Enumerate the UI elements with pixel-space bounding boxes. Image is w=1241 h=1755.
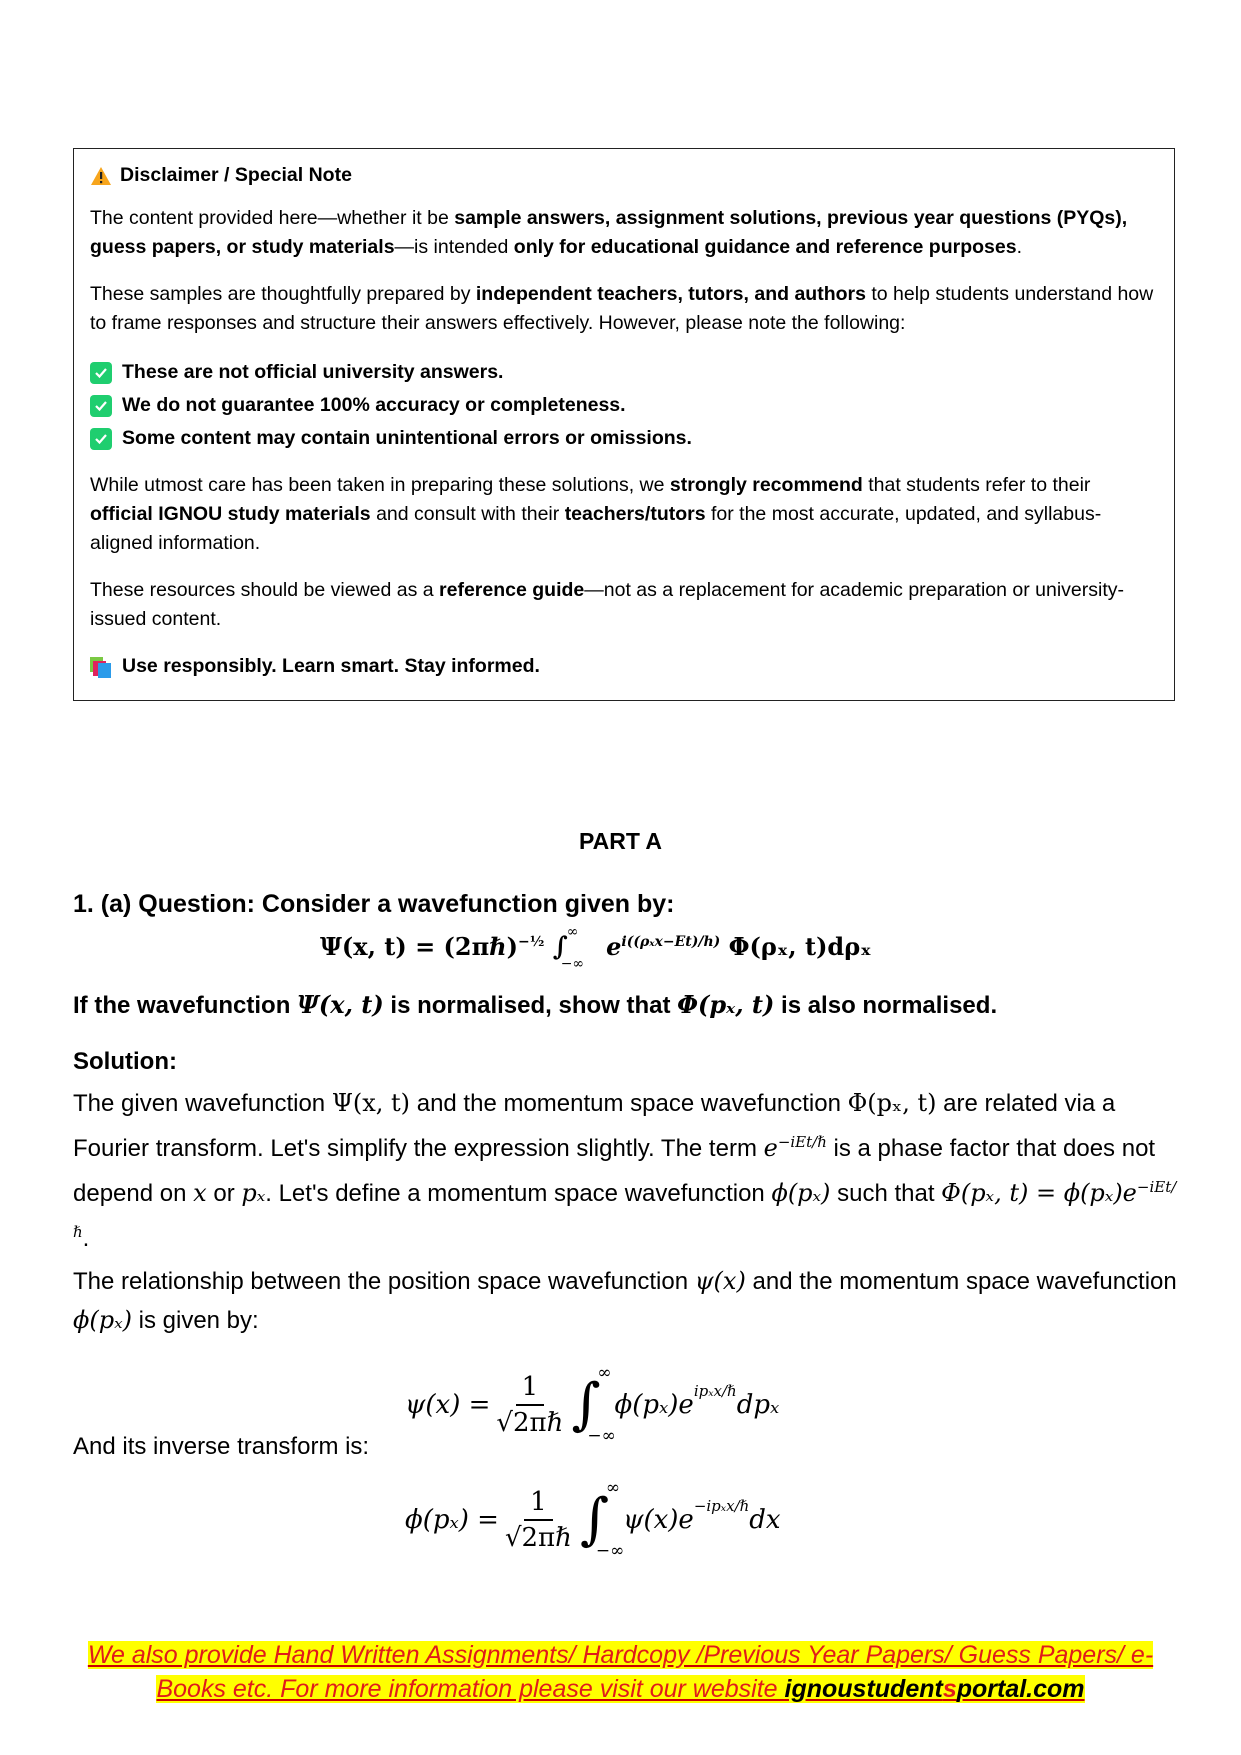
part-title: PART A — [578, 828, 663, 854]
website-link[interactable]: ignoustudentsportal.com — [784, 1675, 1085, 1703]
solution-paragraph-2: The relationship between the position space wavefunction ψ(x) and the momentum space wavefunction ϕ(pₓ) is given by: — [73, 1267, 1177, 1334]
inverse-transform-label: And its inverse transform is: — [73, 1433, 370, 1460]
checklist-item: These are not official university answers. — [90, 356, 1158, 389]
disclaimer-box — [73, 148, 1175, 701]
fourier-transform-equation: ψ(x) = $\frac{1}{\text{√2πℏ}}$ ∫ ∞ −∞ ϕ(pₓ)e $^{ip_xx/\hbar}$ dpₓ — [405, 1363, 780, 1446]
fraction: $\frac{1}{\text{√2πℏ}}$ — [496, 1372, 564, 1438]
question-statement: If the wavefunction Ψ(x, t) is normalised, show that Φ(pₓ, t) is also normalised. — [73, 990, 998, 1019]
promo-line-2: Books etc. For more information please visit our website ignoustudentsportal.com — [156, 1675, 1085, 1703]
inverse-fourier-transform-equation: ϕ(pₓ) = $\frac{1}{\text{√2πℏ}}$ ∫ ∞ −∞ ψ(x)e $^{-ip_xx/\hbar}$ dx — [405, 1478, 781, 1561]
disclaimer-para-2: These samples are thoughtfully prepared by independent teachers, tutors, and authors to help students understand how to frame responses and structure their answers effectively. However, please note the following: — [90, 283, 1154, 334]
books-icon — [90, 656, 112, 678]
disclaimer-closing: Use responsibly. Learn smart. Stay informed. — [90, 652, 1158, 681]
integral-sign: ∫ ∞ −∞ — [571, 1363, 616, 1446]
question-equation: Ψ(x, t) = (2πℏ)$^{-\frac{1}{2}}$ ∫ ∞ −∞ $e^{i((\rho_xx-Et)/h)}$ Φ(ρₓ, t)dρₓ — [320, 924, 872, 972]
checklist-item: We do not guarantee 100% accuracy or completeness. — [90, 389, 1158, 422]
checklist-item: Some content may contain unintentional errors or omissions. — [90, 422, 1158, 455]
disclaimer-para-4: These resources should be viewed as a reference guide—not as a replacement for academic preparation or university-issued content. — [90, 579, 1125, 630]
warning-icon — [90, 166, 112, 186]
promo-line-1: We also provide Hand Written Assignments/ Hardcopy /Previous Year Papers/ Guess Papers/ e- — [87, 1641, 1154, 1669]
integral-sign: ∫ ∞ −∞ — [579, 1478, 625, 1561]
disclaimer-para-3: While utmost care has been taken in preparing these solutions, we strongly recommend that students refer to their official IGNOU study materials and consult with their teachers/tutors for the most accurate, updated, and syllabus-aligned information. — [90, 474, 1102, 554]
solution-paragraph-1: The given wavefunction Ψ(x, t) and the momentum space wavefunction Φ(pₓ, t) are related via a Fourier transform. Let's simplify the expression slightly. The term $e^{-iEt/\hbar}$ is a phase factor that does not depend on x or pₓ. Let's define a momentum space wavefunction ϕ(pₓ) such that Φ(pₓ, $t) = \phi(p_x)e^{-iEt/\hbar}$. — [73, 1089, 1177, 1252]
disclaimer-checklist — [90, 356, 1158, 455]
disclaimer-title — [90, 161, 1158, 190]
solution-label: Solution: — [73, 1048, 177, 1075]
promo-footer — [0, 1638, 1241, 1706]
disclaimer-title-text: Disclaimer / Special Note — [120, 164, 352, 186]
question-heading: 1. (a) Question: Consider a wavefunction given by: — [73, 890, 675, 918]
checkmark-icon — [90, 362, 112, 384]
fraction: $\frac{1}{\text{√2πℏ}}$ — [504, 1487, 572, 1553]
checkmark-icon — [90, 428, 112, 450]
checkmark-icon — [90, 395, 112, 417]
disclaimer-para-1: The content provided here—whether it be sample answers, assignment solutions, previous year questions (PYQs), guess papers, or study materials—is intended only for educational guidance and reference purposes. — [90, 207, 1128, 258]
